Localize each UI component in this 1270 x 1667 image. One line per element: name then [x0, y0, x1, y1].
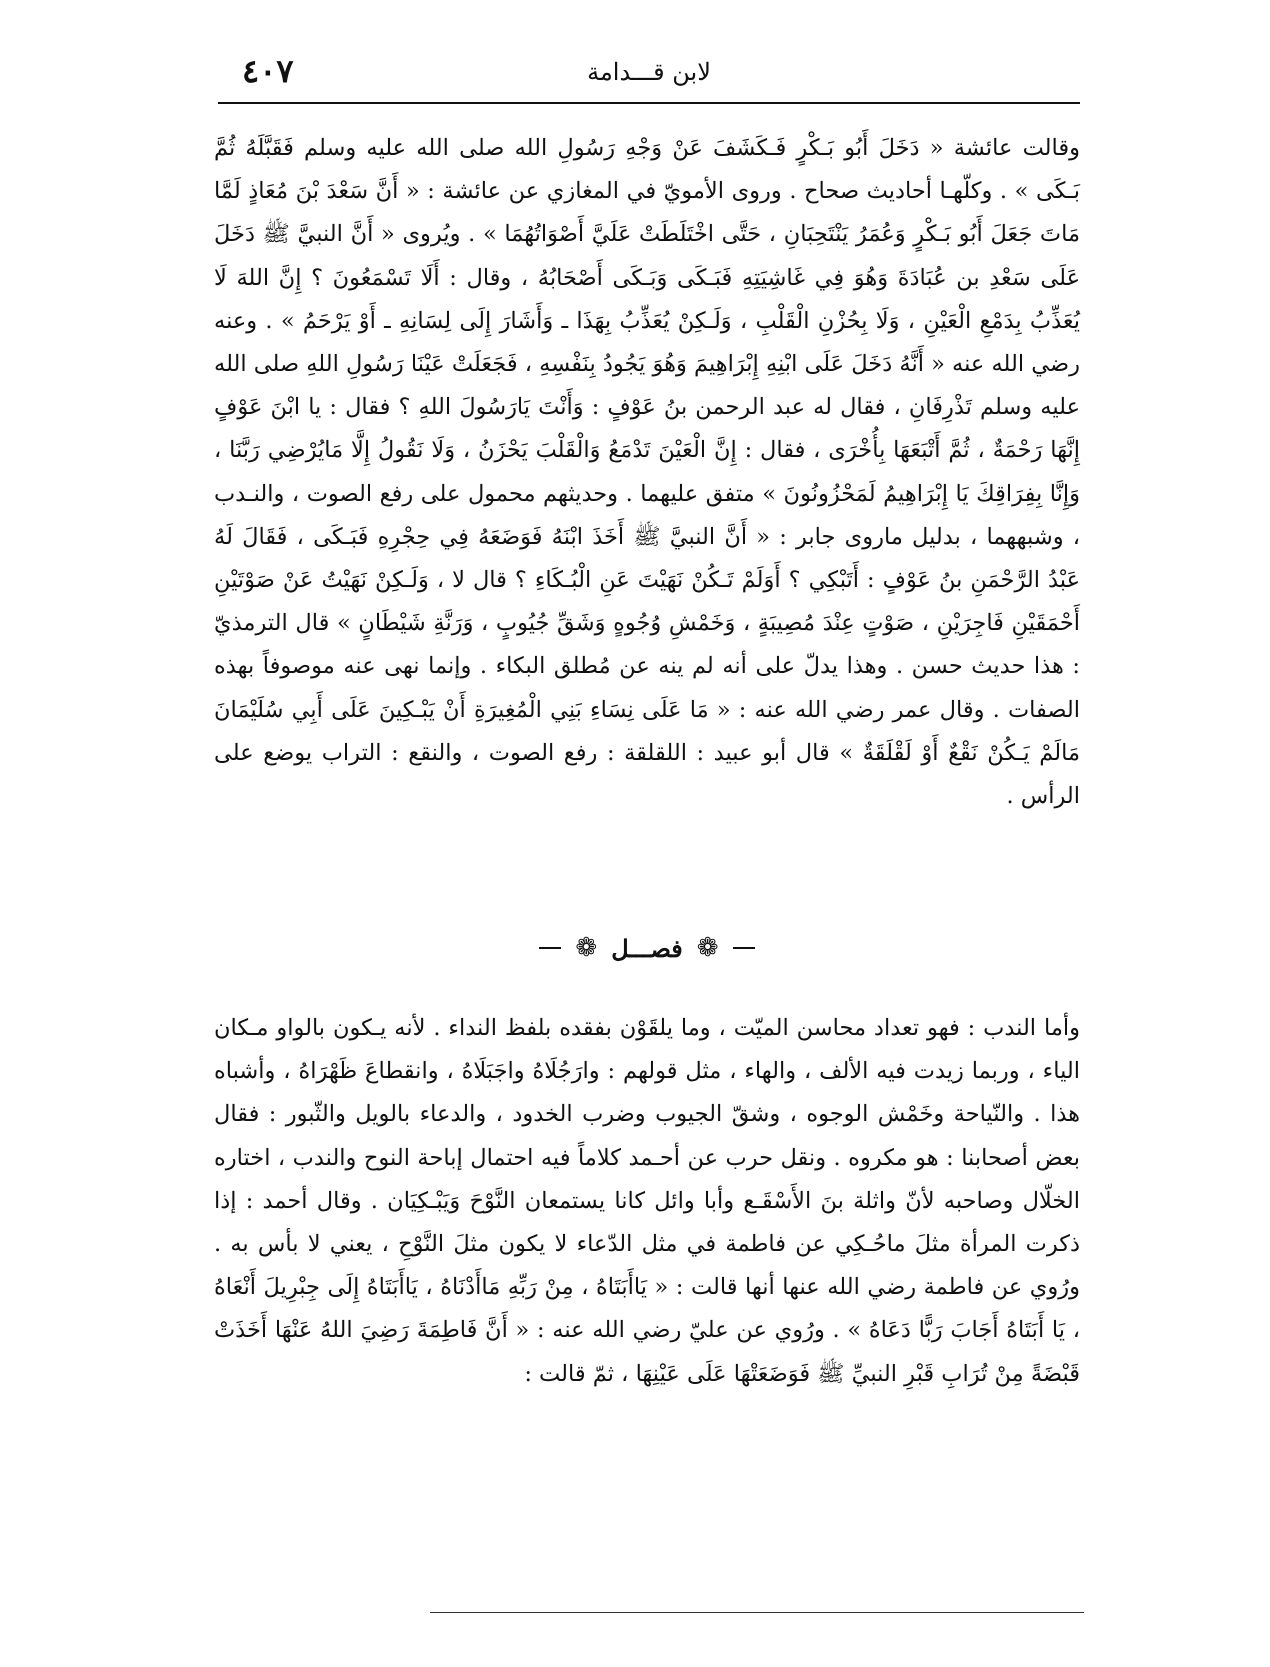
ornament-line	[539, 947, 561, 949]
section-heading	[214, 928, 1080, 968]
page-number: ٤٠٧	[242, 52, 294, 90]
floral-ornament-icon: ❁	[575, 933, 598, 963]
paragraph: وقالت عائشة « دَخَلَ أَبُو بَـكْرٍ فَـكَشَفَ عَنْ وَجْهِ رَسُولِ الله صلى الله عليه وسلم فَقَبَّلَهُ ثُمَّ بَـكَى » . وكلّهـا أحاديث صحاح . وروى الأمويّ في المغازي عن عائشة : « أَنَّ سَعْدَ بْنَ مُعَاذٍ لَمَّا مَاتَ جَعَلَ أَبُو بَـكْرٍ وَعُمَرُ يَنْتَحِبَانِ ، حَتَّى اخْتَلَطَتْ عَلَيَّ أَصْوَاتُهُمَا » . ويُروى « أَنَّ النبيَّ ﷺ دَخَلَ عَلَى سَعْدِ بن عُبَادَةَ وَهُوَ فِي غَاشِيَتِهِ فَبَـكَى وَبَـكَى أَصْحَابُهُ ، وقال : أَلَا تَسْمَعُونَ ؟ إِنَّ اللهَ لَا يُعَذِّبُ بِدَمْعِ الْعَيْنِ ، وَلَا بِحُزْنِ الْقَلْبِ ، وَلَـكِنْ يُعَذِّبُ بِهَذَا ـ وَأَشَارَ إِلَى لِسَانِهِ ـ أَوْ يَرْحَمُ » . وعنه رضي الله عنه « أَنَّهُ دَخَلَ عَلَى ابْنِهِ إِبْرَاهِيمَ وَهُوَ يَجُودُ بِنَفْسِهِ ، فَجَعَلَتْ عَيْنَا رَسُولِ اللهِ صلى الله عليه وسلم تَذْرِفَانِ ، فقال له عبد الرحمن بنُ عَوْفٍ : وَأَنْتَ يَارَسُولَ اللهِ ؟ فقال : يا ابْنَ عَوْفٍ إِنَّهَا رَحْمَةٌ ، ثُمَّ أَتْبَعَهَا بِأُخْرَى ، فقال : إِنَّ الْعَيْنَ تَدْمَعُ وَالْقَلْبَ يَحْزَنُ ، وَلَا نَقُولُ إِلَّا مَايُرْضِي رَبَّنَا ، وَإِنَّا بِفِرَاقِكَ يَا إِبْرَاهِيمُ لَمَحْزُونُونَ » متفق عليهما . وحديثهم محمول على رفع الصوت ، والنـدب ، وشبههما ، بدليل ماروى جابر : « أَنَّ النبيَّ ﷺ أَخَذَ ابْنَهُ فَوَضَعَهُ فِي حِجْرِهِ فَبَـكَى ، فَقَالَ لَهُ عَبْدُ الرَّحْمَنِ بنُ عَوْفٍ : أَتَبْكِي ؟ أَوَلَمْ تَـكُنْ نَهَيْتَ عَنِ الْبُـكَاءِ ؟ قال لا ، وَلَـكِنْ نَهَيْتُ عَنْ صَوْتَيْنِ أَحْمَقَيْنِ فَاجِرَيْنِ ، صَوْتٍ عِنْدَ مُصِيبَةٍ ، وَخَمْشِ وُجُوهٍ وَشَقِّ جُيُوبٍ ، وَرَنَّةِ شَيْطَانٍ » قال الترمذيّ : هذا حديث حسن . وهذا يدلّ على أنه لم ينه عن مُطلق البكاء . وإنما نهى عنه موصوفاً بهذه الصفات . وقال عمر رضي الله عنه : « مَا عَلَى نِسَاءِ بَنِي الْمُغِيرَةِ أَنْ يَبْـكِينَ عَلَى أَبِي سُلَيْمَانَ مَالَمْ يَـكُنْ نَقْعٌ أَوْ لَقْلَقَةٌ » قال أبو عبيد : اللقلقة : رفع الصوت ، والنقع : التراب يوضع على الرأس .	[214, 135, 1080, 810]
page-header	[218, 50, 1080, 104]
section-text-block	[214, 1007, 1080, 1396]
section-title: فصـــل	[611, 933, 683, 963]
ornament-line	[733, 947, 755, 949]
footer-rule	[430, 1612, 1084, 1613]
floral-ornament-icon: ❁	[696, 933, 719, 963]
running-head: لابن قـــدامة	[587, 58, 711, 86]
paragraph: وأما الندب : فهو تعداد محاسن الميّت ، وما يلقَوْن بفقده بلفظ النداء . لأنه يـكون بالواو مـكان الياء ، وربما زيدت فيه الألف ، والهاء ، مثل قولهم : وارَجُلَاهُ واجَبَلَاهُ ، وانقطاعَ ظَهْرَاهُ ، وأشباه هذا . والنّياحة وخَمْش الوجوه ، وشقّ الجيوب وضرب الخدود ، والدعاء بالويل والثّبور : فقال بعض أصحابنا : هو مكروه . ونقل حرب عن أحـمد كلاماً فيه احتمال إباحة النوح والندب ، اختاره الخلّال وصاحبه لأنّ واثلة بنَ الأَسْقَـع وأبا وائل كانا يستمعان النَّوْحَ وَيَبْـكِيَان . وقال أحمد : إذا ذكرت المرأة مثلَ ماحُـكِي عن فاطمة في مثل الدّعاء لا يكون مثلَ النَّوْحِ ، يعني لا بأس به . ورُوي عن فاطمة رضي الله عنها أنها قالت : « يَاأَبَتَاهُ ، مِنْ رَبِّهِ مَاأَدْنَاهُ ، يَاأَبَتَاهُ إِلَى جِبْرِيلَ أَنْعَاهُ ، يَا أَبَتَاهُ أَجَابَ رَبًّا دَعَاهُ » . ورُوي عن عليّ رضي الله عنه : « أَنَّ فَاطِمَةَ رَضِيَ اللهُ عَنْهَا أَخَذَتْ قَبْضَةً مِنْ تُرَابِ قَبْرِ النبيِّ ﷺ فَوَضَعَتْهَا عَلَى عَيْنِهَا ، ثمّ قالت :	[214, 1015, 1080, 1387]
main-text-block	[214, 127, 1080, 818]
